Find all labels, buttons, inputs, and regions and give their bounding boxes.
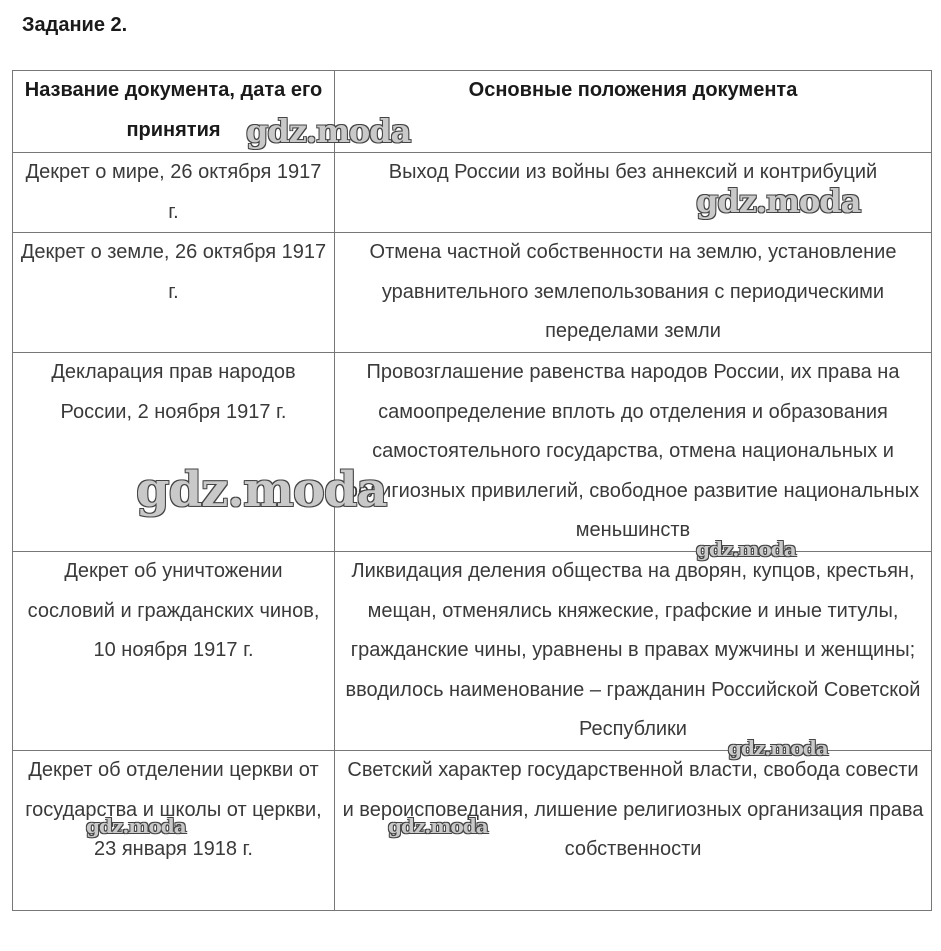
provisions-cell: Светский характер государственной власти, свобода совести и вероисповедания, лишение религиозных организация права собственности xyxy=(335,751,932,911)
documents-table xyxy=(12,70,932,911)
document-cell: Декрет об уничтожении сословий и гражданских чинов, 10 ноября 1917 г. xyxy=(13,552,335,751)
document-cell: Декрет о мире, 26 октября 1917 г. xyxy=(13,153,335,233)
table-row xyxy=(13,233,932,353)
provisions-cell: Отмена частной собственности на землю, установление уравнительного землепользования с периодическими переделами земли xyxy=(335,233,932,353)
watermark: gdz.moda xyxy=(246,112,411,150)
column-header-document: Название документа, дата его принятия xyxy=(13,71,335,153)
provisions-cell: Ликвидация деления общества на дворян, купцов, крестьян, мещан, отменялись княжеские, графские и иные титулы, гражданские чины, уравнены в правах мужчины и женщины; вводилось наименование – гражданин Российской Советской Республики xyxy=(335,552,932,751)
column-header-provisions: Основные положения документа xyxy=(335,71,932,153)
table-row xyxy=(13,751,932,911)
document-cell: Декларация прав народов России, 2 ноября 1917 г. xyxy=(13,353,335,552)
watermark: gdz.moda xyxy=(728,736,828,760)
table-row xyxy=(13,552,932,751)
watermark: gdz.moda xyxy=(388,814,488,838)
document-cell: Декрет об отделении церкви от государства и школы от церкви, 23 января 1918 г. xyxy=(13,751,335,911)
task-title: Задание 2. xyxy=(22,14,128,36)
watermark: gdz.moda xyxy=(136,462,387,518)
provisions-cell: Выход России из войны без аннексий и контрибуций xyxy=(335,153,932,233)
document-cell: Декрет о земле, 26 октября 1917 г. xyxy=(13,233,335,353)
watermark: gdz.moda xyxy=(86,814,186,838)
table-header-row xyxy=(13,71,932,153)
table-row xyxy=(13,353,932,552)
table-row xyxy=(13,153,932,233)
provisions-cell: Провозглашение равенства народов России, их права на самоопределение вплоть до отделения и образования самостоятельного государства, отмена национальных и религиозных привилегий, свободное развитие национальных меньшинств xyxy=(335,353,932,552)
watermark: gdz.moda xyxy=(696,182,861,220)
watermark: gdz.moda xyxy=(696,537,796,561)
